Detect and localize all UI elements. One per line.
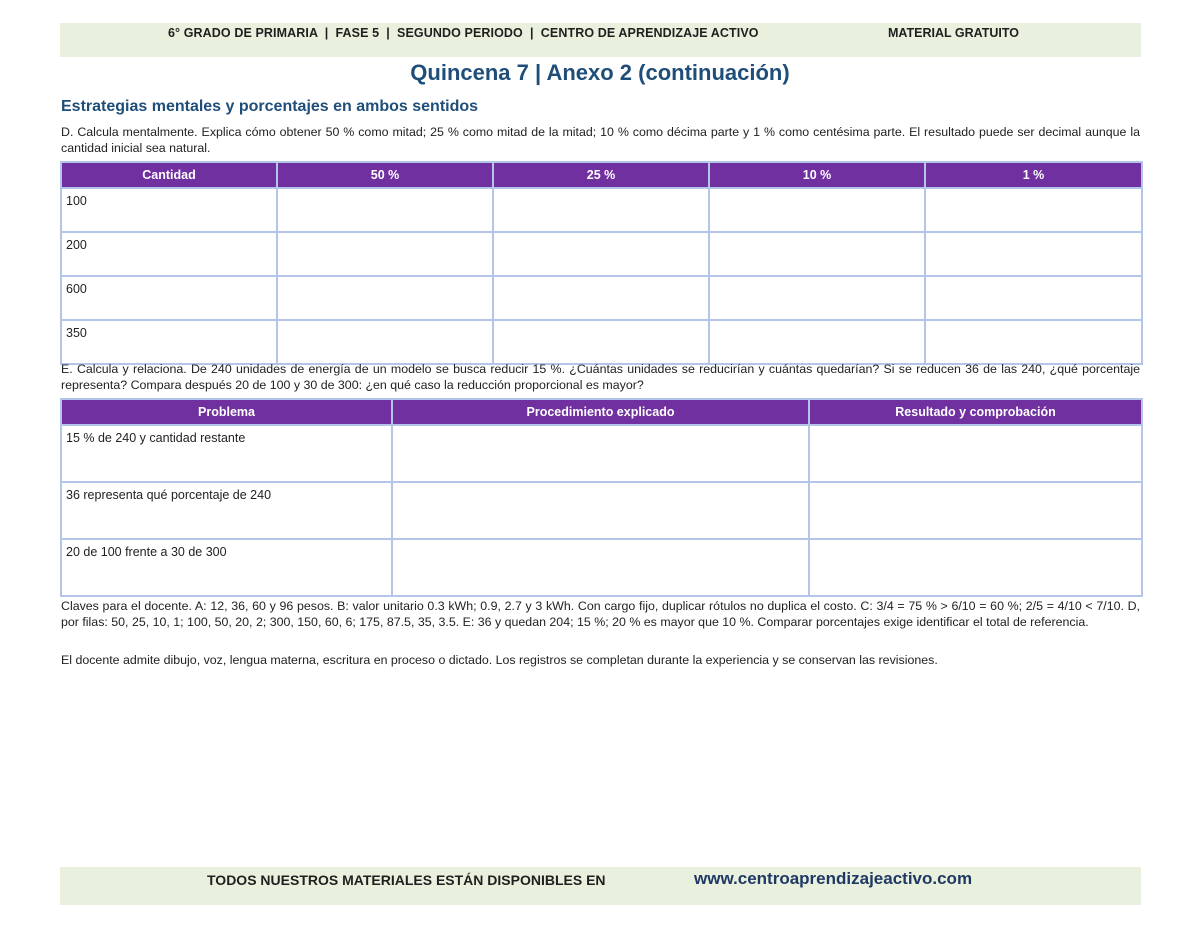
footer-band [60,867,1141,905]
page-title: Quincena 7 | Anexo 2 (continuación) [410,60,790,85]
teacher-keys: Claves para el docente. A: 12, 36, 60 y 96 pesos. B: valor unitario 0.3 kWh; 0.9, 2.7 y 3 kWh. Con cargo fijo, duplicar rótulos no duplica el costo. C: 3/4 = 75 % > 6/10 = 60 %; 2/5 = 4/10 < 7/10. D, por filas: 50, 25, 10, 1; 100, 50, 20, 2; 300, 150, 60, 6; 175, 87.5, 35, 3.5. E: 36 y quedan 204; 15 %; 20 % es mayor que 10 %. Comparar porcentajes exige identificar el total de referencia. [61,599,1140,629]
table-row [61,320,1142,364]
column-header: 50 % [277,162,493,188]
answer-cell[interactable] [709,188,925,232]
header-text: 6° GRADO DE PRIMARIA | FASE 5 | SEGUNDO PERIODO | CENTRO DE APRENDIZAJE ACTIVO [168,26,759,40]
column-header: 10 % [709,162,925,188]
section-subtitle: Estrategias mentales y porcentajes en ambos sentidos [61,98,479,115]
result-cell[interactable] [809,539,1142,596]
table-row [61,482,1142,539]
column-header: 1 % [925,162,1142,188]
section-e-instructions: E. Calcula y relaciona. De 240 unidades de energía de un modelo se busca reducir 15 %. ¿Cuántas unidades se reducirían y cuántas quedarían? Si se reducen 36 de las 240, ¿qué porcentaje representa? Compara después 20 de 100 y 30 de 300: ¿en qué caso la reducción proporcional es mayor? [61,362,1140,392]
table-row [61,188,1142,232]
table-row [61,425,1142,482]
header-free-material: MATERIAL GRATUITO [888,26,1020,40]
answer-cell[interactable] [709,320,925,364]
table-row [61,232,1142,276]
table-row [61,276,1142,320]
answer-cell[interactable] [493,232,709,276]
quantity-cell: 600 [61,276,277,320]
table-header-row [61,162,1142,188]
answer-cell[interactable] [277,276,493,320]
column-header: Cantidad [61,162,277,188]
quantity-cell: 100 [61,188,277,232]
answer-cell[interactable] [493,188,709,232]
answer-cell[interactable] [925,188,1142,232]
procedure-cell[interactable] [392,482,809,539]
section-d-instructions: D. Calcula mentalmente. Explica cómo obtener 50 % como mitad; 25 % como mitad de la mitad; 10 % como décima parte y 1 % como centésima parte. El resultado puede ser decimal aunque la cantidad inicial sea natural. [61,125,1140,155]
problem-cell: 20 de 100 frente a 30 de 300 [61,539,392,596]
answer-cell[interactable] [925,276,1142,320]
quantity-cell: 350 [61,320,277,364]
table-header-row [61,399,1142,425]
problem-cell: 15 % de 240 y cantidad restante [61,425,392,482]
footer-text: TODOS NUESTROS MATERIALES ESTÁN DISPONIBLES EN [207,872,606,888]
answer-cell[interactable] [277,320,493,364]
answer-cell[interactable] [493,320,709,364]
column-header: Problema [61,399,392,425]
column-header: Procedimiento explicado [392,399,809,425]
answer-cell[interactable] [277,232,493,276]
answer-cell[interactable] [277,188,493,232]
procedure-cell[interactable] [392,425,809,482]
result-cell[interactable] [809,425,1142,482]
column-header: 25 % [493,162,709,188]
answer-cell[interactable] [709,276,925,320]
table-mental-percentages [60,161,1143,365]
procedure-cell[interactable] [392,539,809,596]
table-row [61,539,1142,596]
header-band [60,23,1141,57]
answer-cell[interactable] [709,232,925,276]
answer-cell[interactable] [493,276,709,320]
answer-cell[interactable] [925,232,1142,276]
problem-cell: 36 representa qué porcentaje de 240 [61,482,392,539]
closing-note: El docente admite dibujo, voz, lengua materna, escritura en proceso o dictado. Los registros se completan durante la experiencia y se conservan las revisiones. [61,653,938,667]
footer-url-link[interactable]: www.centroaprendizajeactivo.com [694,869,973,888]
result-cell[interactable] [809,482,1142,539]
table-problems [60,398,1143,597]
quantity-cell: 200 [61,232,277,276]
column-header: Resultado y comprobación [809,399,1142,425]
answer-cell[interactable] [925,320,1142,364]
